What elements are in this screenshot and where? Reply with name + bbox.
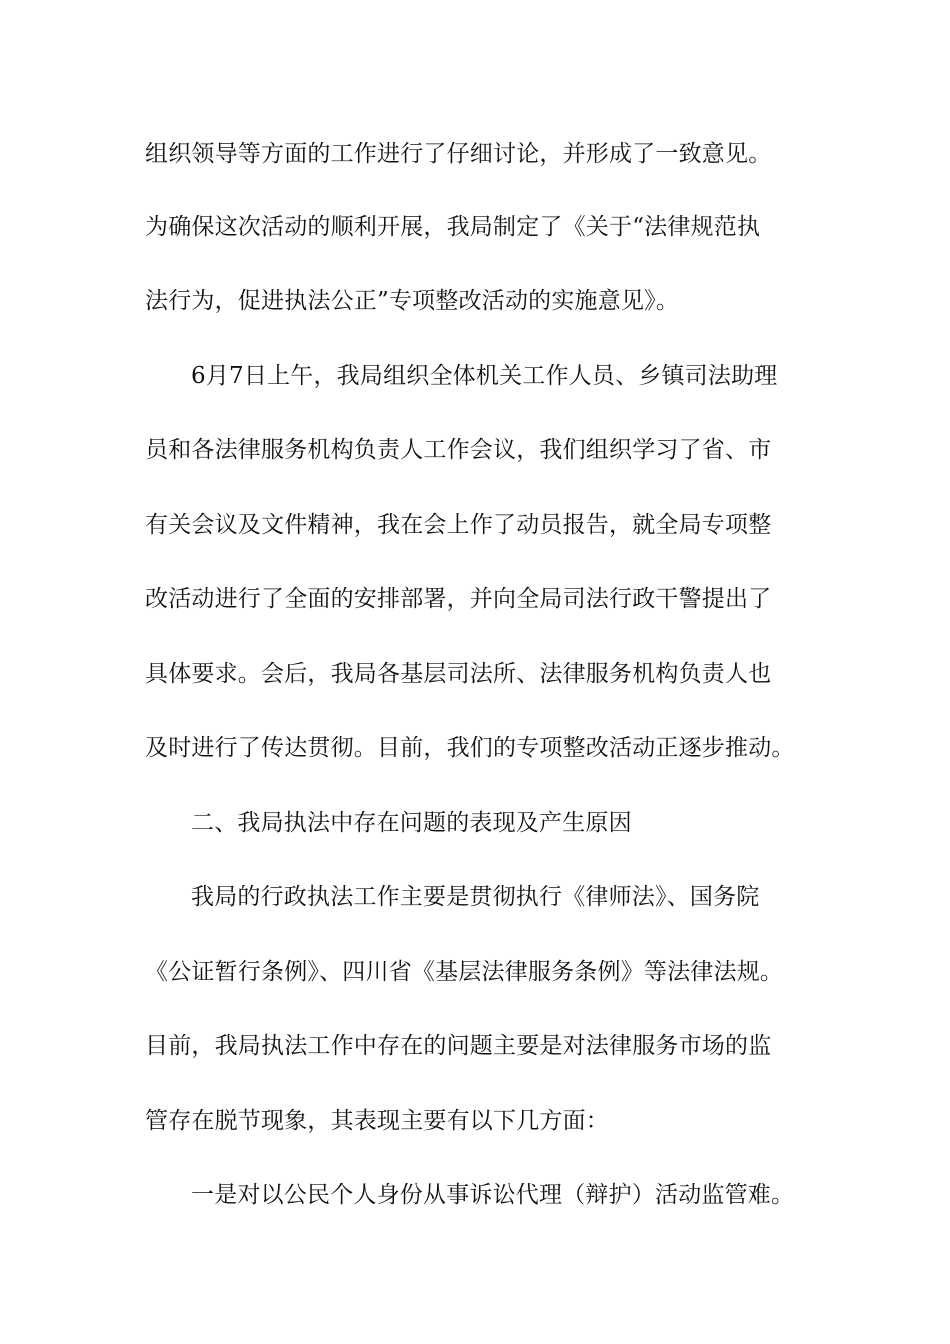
text-line-7: 改活动进行了全面的安排部署，并向全局司法行政干警提出了: [145, 586, 772, 612]
text-line-12: 《公证暂行条例》、四川省《基层法律服务条例》等法律法规。: [145, 959, 784, 985]
paragraph-start-1: 6月7日上午，我局组织全体机关工作人员、乡镇司法助理: [191, 363, 778, 389]
text-line-2: 为确保这次活动的顺利开展，我局制定了《关于“法律规范执: [145, 214, 761, 240]
text-line-13: 目前，我局执法工作中存在的问题主要是对法律服务市场的监: [145, 1033, 772, 1059]
text-line-9: 及时进行了传达贯彻。目前，我们的专项整改活动正逐步推动。: [145, 735, 795, 761]
section-heading: 二、我局执法中存在问题的表现及产生原因: [191, 810, 632, 836]
text-line-6: 有关会议及文件精神，我在会上作了动员报告，就全局专项整: [145, 512, 772, 538]
text-line-1: 组织领导等方面的工作进行了仔细讨论，并形成了一致意见。: [145, 141, 772, 167]
text-line-8: 具体要求。会后，我局各基层司法所、法律服务机构负责人也: [145, 661, 772, 687]
paragraph-start-2: 我局的行政执法工作主要是贯彻执行《律师法》、国务院: [191, 884, 760, 910]
paragraph-start-3: 一是对以公民个人身份从事诉讼代理（辩护）活动监管难。: [191, 1182, 795, 1208]
text-line-3: 法行为，促进执法公正”专项整改活动的实施意见》。: [145, 288, 680, 314]
text-line-14: 管存在脱节现象，其表现主要有以下几方面：: [145, 1108, 609, 1134]
text-line-5: 员和各法律服务机构负责人工作会议，我们组织学习了省、市: [145, 437, 772, 463]
